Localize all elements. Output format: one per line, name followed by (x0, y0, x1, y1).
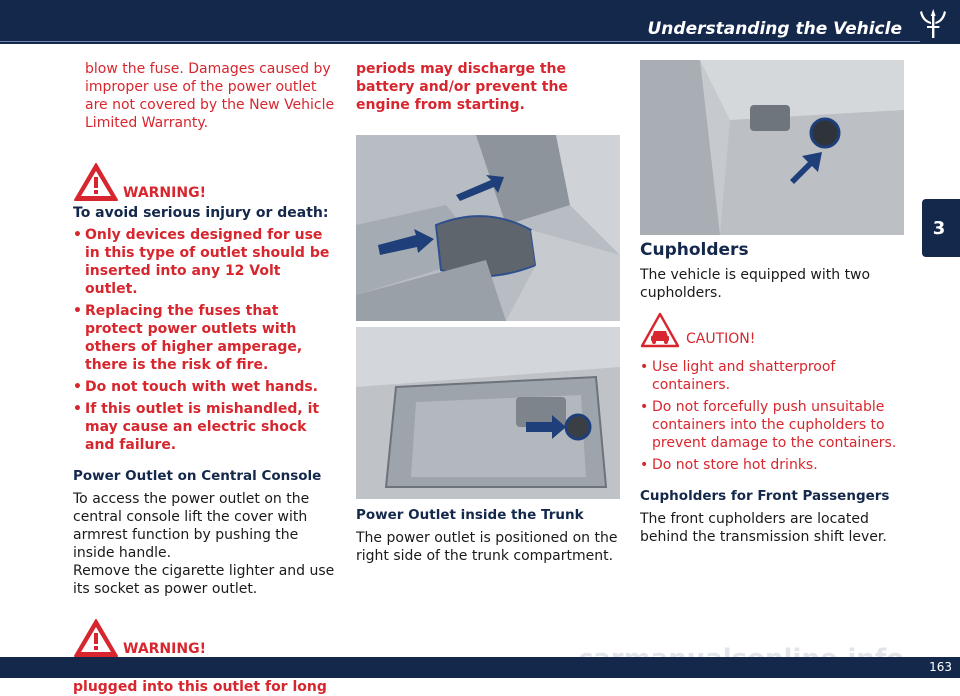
intro-text: blow the fuse. Damages caused by improper use of the power outlet are not covered by the New Vehicle Limited Warranty. (85, 61, 335, 131)
warning-triangle-icon (73, 162, 119, 202)
list-item: • Do not touch with wet hands. (73, 378, 335, 396)
warning-label: WARNING! (123, 641, 206, 657)
caution-list (640, 358, 904, 474)
trunk-outlet-image (640, 60, 904, 235)
section-title: Power Outlet on Central Console (73, 468, 322, 484)
warning-label: WARNING! (123, 185, 206, 201)
section-heading: Cupholders (640, 240, 749, 260)
section-text: The power outlet is positioned on the right side of the trunk compartment. (356, 530, 618, 564)
section-text: The vehicle is equipped with two cupholders. (640, 267, 871, 301)
warning-lead: To avoid serious injury or death: (73, 205, 329, 221)
column-3 (640, 236, 904, 546)
column-2-lower (356, 503, 620, 565)
warning-heading (73, 618, 335, 658)
caution-car-icon (640, 312, 680, 348)
chapter-tab[interactable] (922, 199, 960, 257)
list-item: • Do not store hot drinks. (640, 456, 904, 474)
section-text: To access the power outlet on the central console lift the cover with armrest function by pushing the inside handle. (73, 491, 310, 561)
warning-heading (73, 162, 335, 202)
list-item: • If this outlet is mishandled, it may cause an electric shock and failure. (73, 400, 335, 454)
chapter-number: 3 (932, 217, 946, 239)
page-header-title: Understanding the Vehicle (647, 19, 902, 39)
trident-logo-icon (916, 6, 950, 40)
header-bar (0, 0, 960, 44)
header-rule (0, 41, 920, 42)
console-armrest-image (356, 135, 620, 321)
list-item: • Only devices designed for use in this type of outlet should be inserted into any 12 Volt outlet. (73, 226, 335, 298)
page-number: 163 (929, 660, 952, 674)
warning-text: plugged into this outlet for long (73, 679, 327, 695)
list-item: • Use light and shatterproof containers. (640, 358, 904, 394)
warning-triangle-icon (73, 618, 119, 658)
footer-bar (0, 657, 960, 678)
list-item: • Do not forcefully push unsuitable containers into the cupholders to prevent damage to the containers. (640, 398, 904, 452)
section-text: Remove the cigarette lighter and use its socket as power outlet. (73, 563, 335, 597)
subsection-text: The front cupholders are located behind the transmission shift lever. (640, 511, 887, 545)
subsection-title: Cupholders for Front Passengers (640, 488, 890, 504)
caution-label: CAUTION! (686, 331, 756, 347)
section-title: Power Outlet inside the Trunk (356, 507, 584, 523)
column-1 (73, 60, 335, 696)
warning-list (73, 226, 335, 454)
column-2 (356, 60, 620, 114)
console-outlet-image (356, 327, 620, 499)
caution-heading (640, 312, 904, 348)
list-item: • Replacing the fuses that protect power outlets with others of higher amperage, there is the risk of fire. (73, 302, 335, 374)
warning-continued-text: periods may discharge the battery and/or prevent the engine from starting. (356, 61, 568, 113)
